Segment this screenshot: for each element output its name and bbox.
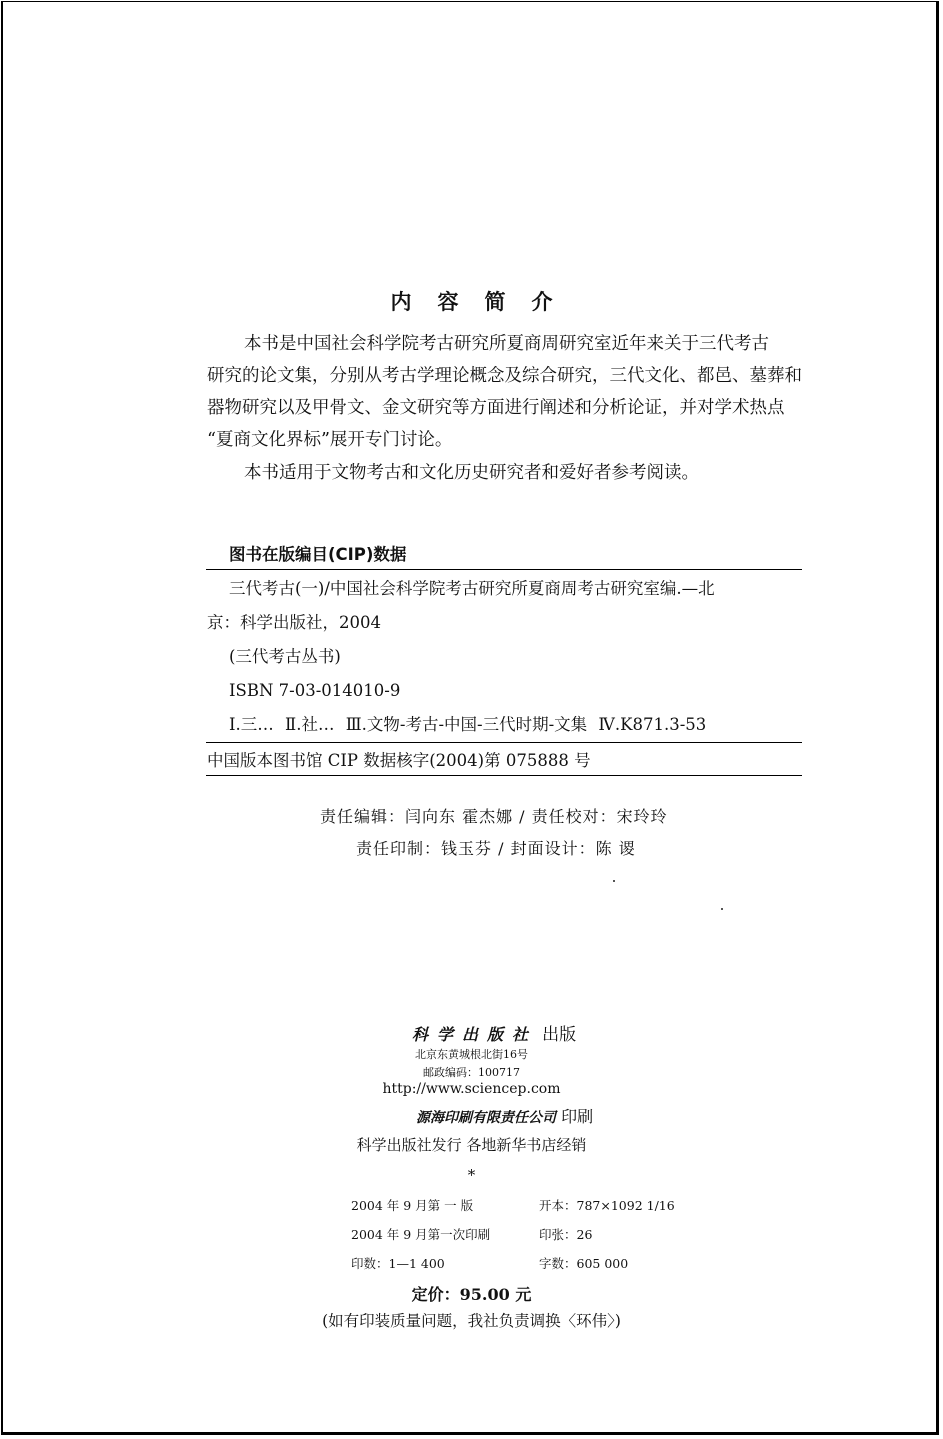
cip-top-rule (206, 569, 802, 570)
spec-sheets: 印张：26 (539, 1227, 593, 1242)
cip-title-line: 三代考古(一)/中国社会科学院考古研究所夏商周考古研究室编.—北 (229, 579, 715, 598)
spec-format: 开本：787×1092 1/16 (539, 1198, 675, 1213)
intro-paragraph-line-3: 器物研究以及甲骨文、金文研究等方面进行阐述和分析论证，并对学术热点 (207, 398, 785, 418)
spec-word-count: 字数：605 000 (539, 1256, 629, 1271)
separator-asterisk: * (467, 1166, 476, 1184)
credits-editors: 责任编辑：闫向东 霍杰娜 / 责任校对：宋玲玲 (320, 807, 668, 826)
cip-bottom-rule (206, 775, 802, 776)
credits-production: 责任印制：钱玉芬 / 封面设计：陈 谡 (356, 839, 636, 858)
distribution-line: 科学出版社发行 各地新华书店经销 (356, 1136, 587, 1154)
intro-paragraph-2: 本书适用于文物考古和文化历史研究者和爱好者参考阅读。 (244, 463, 699, 483)
quality-note: (如有印装质量问题，我社负责调换〈环伟〉) (322, 1312, 621, 1330)
intro-title: 内容简介 (390, 290, 579, 314)
cip-classification-line: Ⅰ.三… Ⅱ.社… Ⅲ.文物-考古-中国-三代时期-文集 Ⅳ.K871.3-53 (229, 715, 707, 734)
publisher-name: 科学出版社 (412, 1025, 538, 1044)
price: 定价：95.00 元 (411, 1285, 532, 1304)
cip-heading: 图书在版编目(CIP)数据 (229, 545, 407, 564)
spec-print-run: 印数：1—1 400 (351, 1256, 445, 1271)
publisher-line (412, 1020, 576, 1045)
intro-paragraph-line-2: 研究的论文集，分别从考古学理论概念及综合研究，三代文化、都邑、墓葬和 (207, 366, 802, 386)
cip-middle-rule (206, 742, 802, 743)
publisher-website[interactable]: http://www.sciencep.com (382, 1081, 561, 1097)
intro-paragraph-line-4: “夏商文化界标”展开专门讨论。 (207, 430, 453, 450)
intro-paragraph-line-1: 本书是中国社会科学院考古研究所夏商周研究室近年来关于三代考古 (244, 334, 769, 354)
printer-suffix: 印刷 (561, 1107, 594, 1126)
printer-line (416, 1104, 593, 1127)
cip-catalog-number: 中国版本图书馆 CIP 数据核字(2004)第 075888 号 (207, 751, 591, 770)
publisher-postcode: 邮政编码：100717 (423, 1066, 520, 1079)
printer-name: 源海印刷有限责任公司 (416, 1110, 556, 1126)
cip-series-line: (三代考古丛书) (229, 647, 341, 666)
publisher-suffix: 出版 (542, 1025, 577, 1045)
spec-printing: 2004 年 9 月第一次印刷 (351, 1227, 491, 1242)
spec-edition: 2004 年 9 月第 一 版 (351, 1198, 474, 1213)
scan-speck (613, 880, 615, 882)
cip-publisher-line: 京：科学出版社，2004 (207, 613, 381, 632)
scan-speck (721, 908, 723, 910)
cip-isbn-line: ISBN 7-03-014010-9 (229, 681, 401, 700)
publisher-address: 北京东黄城根北街16号 (415, 1048, 528, 1061)
